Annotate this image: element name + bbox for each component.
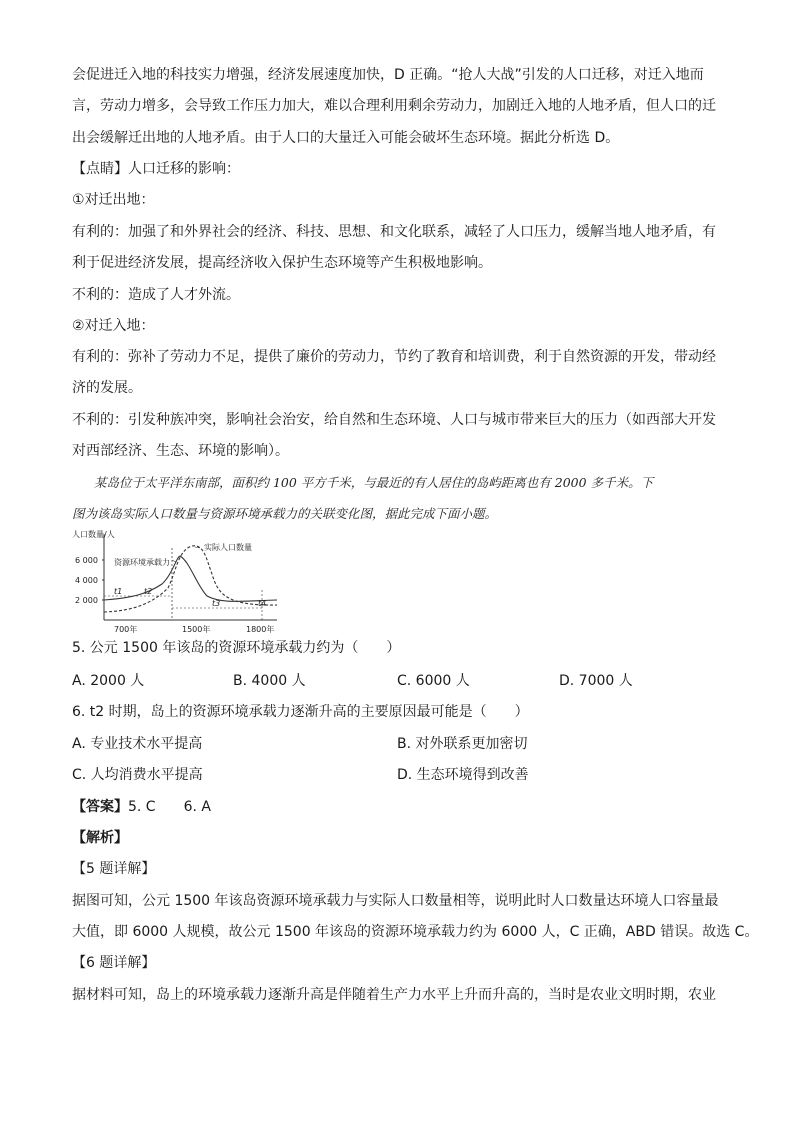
- question-6-stem: 6. t2 时期，岛上的资源环境承载力逐渐升高的主要原因最可能是（ ）: [72, 704, 529, 720]
- text-line: 不利的：引发种族冲突，影响社会治安，给自然和生态环境、人口与城市带来巨大的压力（如西部大开发: [72, 412, 716, 428]
- text-line: 言，劳动力增多，会导致工作压力加大，难以合理利用剩余劳动力，加剧迁入地的人地矛盾，但人口的迁: [72, 98, 716, 114]
- text-line: 济的发展。: [72, 380, 142, 396]
- text-line: ①对迁出地：: [72, 192, 155, 208]
- series-label: 实际人口数量: [204, 543, 252, 552]
- x-tick-label: 700年: [114, 625, 138, 634]
- y-tick-label: 2 000: [75, 596, 98, 605]
- passage-line: 某岛位于太平洋东南部，面积约 100 平方千米，与最近的有人居住的岛屿距离也有 2000 多千米。下: [94, 475, 654, 490]
- population-curve: [104, 546, 277, 612]
- text-line: 对西部经济、生态、环境的影响）。: [72, 443, 289, 459]
- q5-option-a[interactable]: A. 2000 人: [72, 673, 145, 689]
- period-label-t1: t1: [114, 587, 123, 596]
- q5-option-d[interactable]: D. 7000 人: [559, 673, 633, 689]
- y-tick-label: 6 000: [75, 556, 98, 565]
- y-axis-label: 人口数量/人: [72, 530, 115, 539]
- leader-line: [172, 560, 176, 562]
- text-line: 有利的：加强了和外界社会的经济、科技、思想、和文化联系，减轻了人口压力，缓解当地人地矛盾，有: [72, 224, 716, 240]
- text-line: 据图可知，公元 1500 年该岛资源环境承载力与实际人口数量相等，说明此时人口数量达环境人口容量最: [72, 893, 719, 909]
- q6-option-c[interactable]: C. 人均消费水平提高: [72, 767, 203, 783]
- text-line: 有利的：弥补了劳动力不足，提供了廉价的劳动力，节约了教育和培训费，利于自然资源的开发，带动经: [72, 349, 716, 365]
- q5-option-c[interactable]: C. 6000 人: [397, 673, 470, 689]
- detail-5-heading: 【5 题详解】: [72, 861, 156, 877]
- q6-option-d[interactable]: D. 生态环境得到改善: [397, 767, 529, 783]
- period-label-t3: t3: [212, 599, 221, 608]
- x-tick-label: 1500年: [182, 625, 211, 634]
- text-line: 据材料可知，岛上的环境承载力逐渐升高是伴随着生产力水平上升而升高的，当时是农业文明时期，农业: [72, 987, 716, 1003]
- text-line: ②对迁入地：: [72, 318, 155, 334]
- q6-option-b[interactable]: B. 对外联系更加密切: [397, 736, 528, 752]
- y-tick-label: 4 000: [75, 576, 98, 585]
- analysis-heading: 【解析】: [72, 830, 128, 846]
- q5-option-b[interactable]: B. 4000 人: [233, 673, 306, 689]
- passage-line: 图为该岛实际人口数量与资源环境承载力的关联变化图，据此完成下面小题。: [72, 506, 498, 521]
- answer-label: 【答案】: [72, 799, 128, 815]
- text-line: 大值，即 6000 人规模，故公元 1500 年该岛的资源环境承载力约为 6000 人，C 正确，ABD 错误。故选 C。: [72, 924, 759, 940]
- text-line: 不利的：造成了人才外流。: [72, 287, 240, 303]
- answer-text: 5. C 6. A: [128, 799, 211, 815]
- text-line: 利于促进经济发展，提高经济收入保护生态环境等产生积极地影响。: [72, 255, 492, 271]
- q6-option-a[interactable]: A. 专业技术水平提高: [72, 736, 203, 752]
- answer-line: [72, 797, 211, 817]
- x-tick-label: 1800年: [246, 625, 275, 634]
- period-label-t4: t4: [258, 599, 267, 608]
- tip-heading: 【点睛】人口迁移的影响：: [72, 161, 240, 177]
- text-line: 会促进迁入地的科技实力增强，经济发展速度加快，D 正确。“抢人大战”引发的人口迁移，对迁入地而: [72, 67, 704, 83]
- period-label-t2: t2: [144, 587, 153, 596]
- series-label: 资源环境承载力: [114, 558, 170, 567]
- question-5-stem: 5. 公元 1500 年该岛的资源环境承载力约为（ ）: [72, 640, 401, 656]
- text-line: 出会缓解迁出地的人地矛盾。由于人口的大量迁入可能会破坏生态环境。据此分析选 D。: [72, 130, 620, 146]
- detail-6-heading: 【6 题详解】: [72, 955, 156, 971]
- population-capacity-chart: [72, 528, 282, 636]
